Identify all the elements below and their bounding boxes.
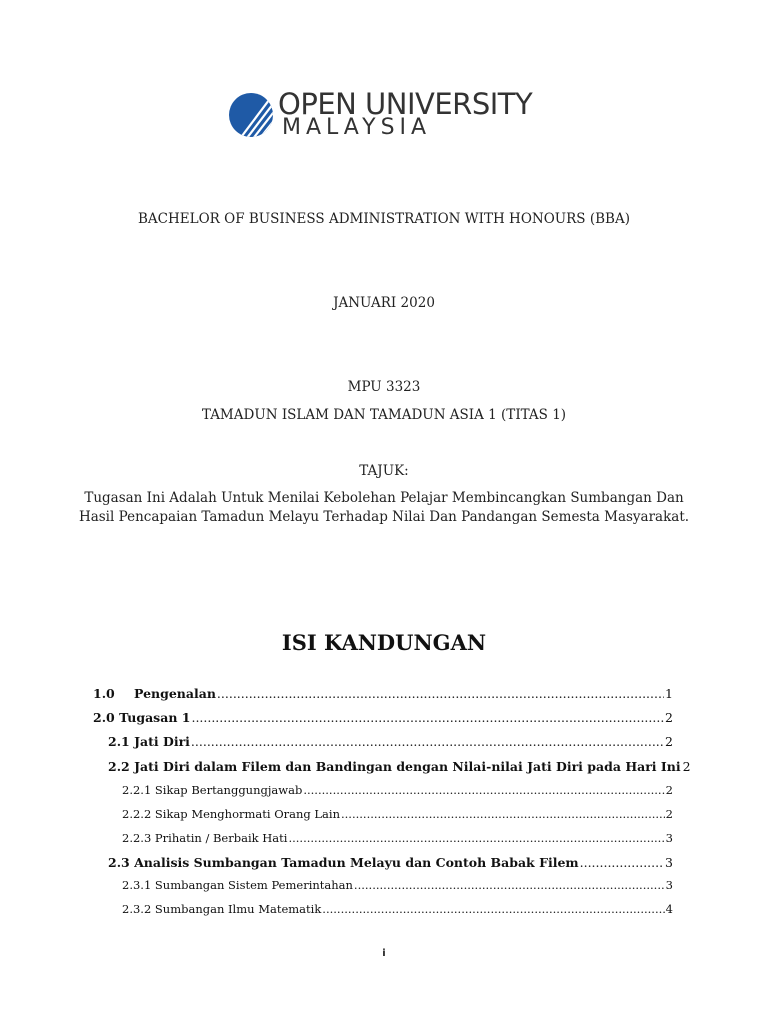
assignment-title-line1: Tugasan Ini Adalah Untuk Menilai Kebolehan Pelajar Membincangkan Sumbangan Dan [84,490,684,506]
toc-entry-number: 1.0 [93,686,115,701]
toc-entry-label: 2.2.1 Sikap Bertanggungjawab [122,783,303,797]
toc-entry-prihatin[interactable] [122,831,673,849]
toc-entry-jati-diri[interactable] [108,734,673,752]
toc-entry-analisis-sumbangan[interactable] [108,855,673,873]
oum-logo-icon [228,92,274,138]
toc-entry-label: 2.2 Jati Diri dalam Filem dan Bandingan dengan Nilai-nilai Jati Diri pada Hari Ini [108,759,681,774]
title-label: TAJUK: [359,463,409,479]
toc-entry-label: 2.2.2 Sikap Menghormati Orang Lain [122,807,340,821]
toc-leader-dots [303,783,664,797]
toc-entry-label: 2.3.1 Sumbangan Sistem Pemerintahan [122,878,353,892]
toc-entry-ilmu-matematik[interactable] [122,902,673,920]
toc-leader-dots [322,902,664,916]
toc-entry-page: 2 [665,710,673,725]
toc-entry-label: 2.3.2 Sumbangan Ilmu Matematik [122,902,322,916]
toc-entry-jati-diri-filem[interactable] [108,759,691,777]
toc-entry-sistem-pemerintahan[interactable] [122,878,673,896]
submission-date: JANUARI 2020 [333,295,435,311]
toc-entry-sikap-menghormati[interactable] [122,807,673,825]
university-logo [228,87,538,140]
toc-entry-page: 2 [665,734,673,749]
toc-entry-page: 3 [665,878,673,892]
toc-leader-dots [191,710,664,725]
toc-entry-sikap-bertanggungjawab[interactable] [122,783,673,801]
toc-entry-page: 2 [665,807,673,821]
toc-entry-page: 1 [665,686,673,701]
course-name: TAMADUN ISLAM DAN TAMADUN ASIA 1 (TITAS 1) [201,407,567,423]
toc-leader-dots [191,734,664,749]
toc-entry-page: 3 [665,831,673,845]
toc-entry-label: 2.2.3 Prihatin / Berbaik Hati [122,831,288,845]
course-code: MPU 3323 [347,379,421,395]
toc-entry-pengenalan[interactable] [93,686,673,704]
toc-entry-label: 2.1 Jati Diri [108,734,190,749]
toc-entry-label: 2.0 Tugasan 1 [93,710,191,725]
toc-entry-page: 2 [682,759,691,774]
toc-entry-page: 2 [665,783,673,797]
toc-entry-page: 4 [665,902,673,916]
toc-heading: ISI KANDUNGAN [281,630,487,655]
toc-leader-dots [580,855,664,870]
toc-leader-dots [217,686,664,701]
toc-leader-dots [354,878,665,892]
logo-text-line1: OPEN UNIVERSITY [278,87,533,121]
programme-name: BACHELOR OF BUSINESS ADMINISTRATION WITH HONOURS (BBA) [138,211,630,227]
assignment-title-line2: Hasil Pencapaian Tamadun Melayu Terhadap Nilai Dan Pandangan Semesta Masyarakat. [78,509,690,525]
toc-leader-dots [288,831,664,845]
toc-entry-label: 2.3 Analisis Sumbangan Tamadun Melayu dan Contoh Babak Filem [108,855,579,870]
toc-leader-dots [341,807,665,821]
logo-text-line2: MALAYSIA [282,115,432,140]
page-number: i [382,948,386,959]
toc-entry-label: Pengenalan [134,686,216,701]
toc-entry-tugasan-1[interactable] [93,710,673,728]
toc-entry-page: 3 [665,855,673,870]
